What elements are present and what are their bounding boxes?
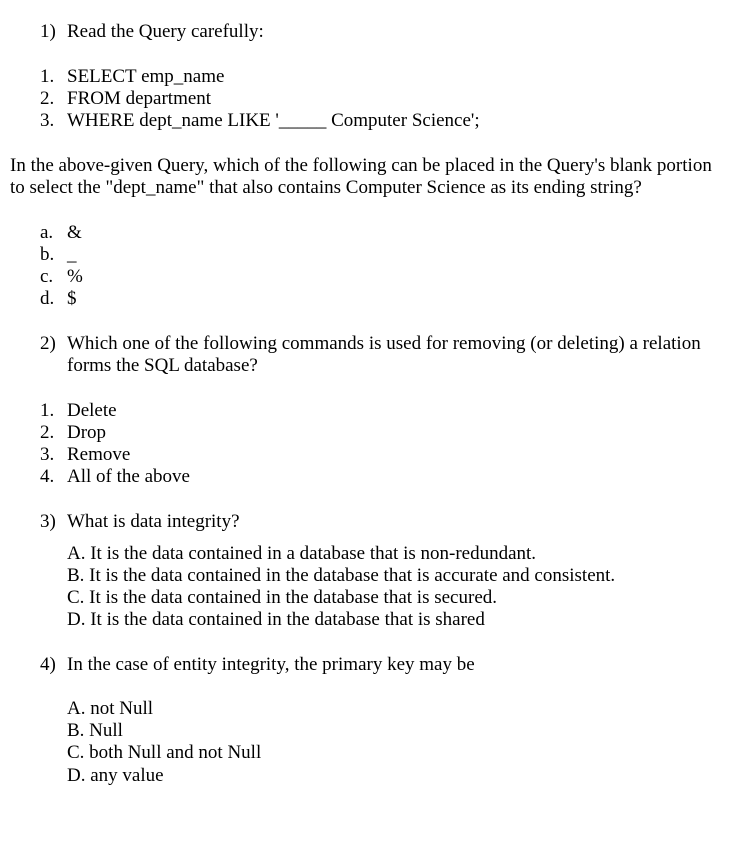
option-number: 3.: [40, 444, 55, 465]
code-line-number: 3.: [40, 110, 55, 131]
question-number: 1): [40, 21, 56, 42]
option-text: All of the above: [67, 466, 190, 487]
question-number: 3): [40, 511, 56, 532]
paragraph-line: In the above-given Query, which of the following can be placed in the Query's blank portion: [10, 155, 712, 176]
option-letter: b.: [40, 244, 55, 265]
question-heading: Read the Query carefully:: [67, 21, 264, 42]
paragraph-line: to select the "dept_name" that also contains Computer Science as its ending string?: [10, 177, 642, 198]
option-letter: d.: [40, 288, 55, 309]
option-text: Drop: [67, 422, 107, 443]
code-line-text: SELECT emp_name: [67, 66, 225, 87]
option-number: 2.: [40, 422, 55, 443]
option-letter: a.: [40, 222, 54, 243]
option-number: 4.: [40, 466, 55, 487]
question-number: 2): [40, 333, 56, 354]
answer-option: A. not Null: [67, 698, 154, 719]
option-text: _: [67, 244, 77, 265]
answer-option: D. It is the data contained in the database that is shared: [67, 609, 485, 630]
option-text: $: [67, 288, 77, 309]
answer-option: B. It is the data contained in the database that is accurate and consistent.: [67, 565, 616, 586]
option-letter: c.: [40, 266, 54, 287]
question-text: forms the SQL database?: [67, 355, 258, 376]
question-text: Which one of the following commands is used for removing (or deleting) a relation: [67, 333, 701, 354]
answer-option: C. It is the data contained in the database that is secured.: [67, 587, 497, 608]
question-text: In the case of entity integrity, the primary key may be: [67, 654, 475, 675]
answer-option: D. any value: [67, 765, 164, 786]
answer-option: B. Null: [67, 720, 123, 741]
code-line-number: 1.: [40, 66, 55, 87]
code-line-text: WHERE dept_name LIKE '_____ Computer Science';: [67, 110, 480, 131]
option-number: 1.: [40, 400, 55, 421]
question-number: 4): [40, 654, 56, 675]
answer-option: A. It is the data contained in a database that is non-redundant.: [67, 543, 537, 564]
option-text: %: [67, 266, 83, 287]
code-line-text: FROM department: [67, 88, 212, 109]
option-text: &: [67, 222, 82, 243]
answer-option: C. both Null and not Null: [67, 742, 262, 763]
question-text: What is data integrity?: [67, 511, 240, 532]
code-line-number: 2.: [40, 88, 55, 109]
option-text: Delete: [67, 400, 117, 421]
option-text: Remove: [67, 444, 131, 465]
